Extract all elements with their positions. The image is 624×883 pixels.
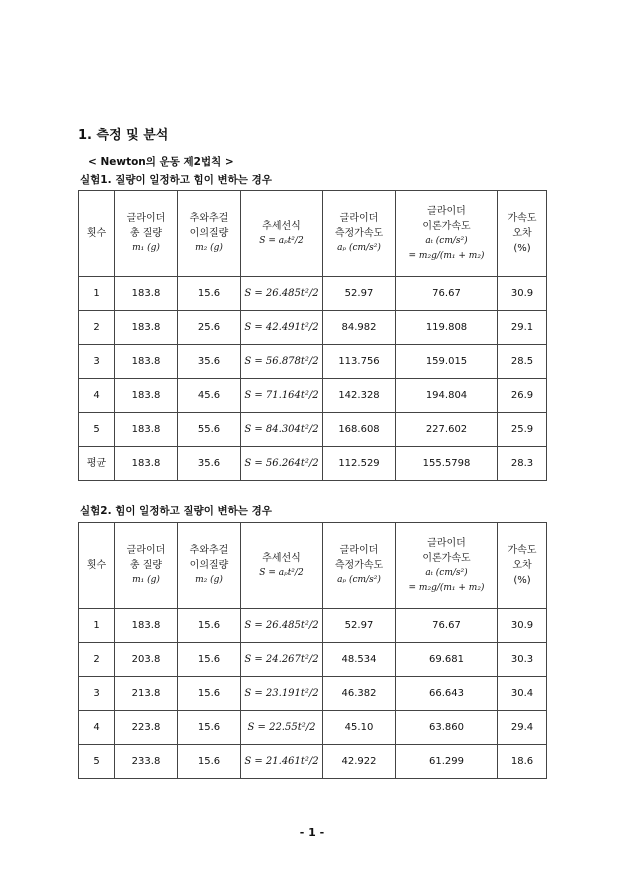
cell-m2: 35.6 — [178, 447, 241, 481]
cell-trendline: S = 26.485t²/2 — [241, 277, 323, 311]
header-accel-error: 가속도 오차 (%) — [498, 523, 547, 609]
header-theoretical-accel: 글라이더 이론가속도 aₜ (cm/s²) = m₂g/(m₁ + m₂) — [396, 191, 498, 277]
page-number: - 1 - — [299, 826, 325, 839]
cell-m2: 45.6 — [178, 379, 241, 413]
cell-m2: 15.6 — [178, 609, 241, 643]
table-header-row — [79, 191, 547, 277]
cell-trendline: S = 56.878t²/2 — [241, 345, 323, 379]
table-row — [79, 311, 547, 345]
cell-measured-accel: 142.328 — [323, 379, 396, 413]
table-header-row — [79, 523, 547, 609]
cell-theoretical-accel: 63.860 — [396, 711, 498, 745]
header-glider-mass: 글라이더 총 질량 m₁ (g) — [115, 523, 178, 609]
cell-m1: 183.8 — [115, 277, 178, 311]
cell-trial: 3 — [79, 677, 115, 711]
table-row — [79, 413, 547, 447]
cell-m1: 183.8 — [115, 413, 178, 447]
header-trendline: 추세선식 S = aₚt²/2 — [241, 523, 323, 609]
table-row — [79, 711, 547, 745]
cell-m2: 15.6 — [178, 277, 241, 311]
cell-trial: 5 — [79, 745, 115, 779]
cell-m2: 15.6 — [178, 677, 241, 711]
cell-m2: 15.6 — [178, 643, 241, 677]
cell-error: 28.5 — [498, 345, 547, 379]
cell-trial: 1 — [79, 609, 115, 643]
table-row — [79, 643, 547, 677]
header-trial: 횟수 — [79, 523, 115, 609]
cell-measured-accel: 168.608 — [323, 413, 396, 447]
cell-theoretical-accel: 194.804 — [396, 379, 498, 413]
cell-measured-accel: 45.10 — [323, 711, 396, 745]
section-title: 1. 측정 및 분석 — [78, 128, 169, 143]
cell-error: 30.9 — [498, 609, 547, 643]
cell-theoretical-accel: 69.681 — [396, 643, 498, 677]
cell-m2: 55.6 — [178, 413, 241, 447]
cell-trial: 2 — [79, 311, 115, 345]
cell-theoretical-accel: 119.808 — [396, 311, 498, 345]
cell-error: 30.3 — [498, 643, 547, 677]
cell-trial: 2 — [79, 643, 115, 677]
cell-error: 26.9 — [498, 379, 547, 413]
cell-measured-accel: 84.982 — [323, 311, 396, 345]
cell-measured-accel: 42.922 — [323, 745, 396, 779]
cell-measured-accel: 46.382 — [323, 677, 396, 711]
cell-error: 28.3 — [498, 447, 547, 481]
cell-trendline: S = 22.55t²/2 — [241, 711, 323, 745]
cell-m1: 233.8 — [115, 745, 178, 779]
cell-error: 18.6 — [498, 745, 547, 779]
experiment2-title: 실험2. 힘이 일정하고 질량이 변하는 경우 — [80, 505, 272, 517]
cell-theoretical-accel: 61.299 — [396, 745, 498, 779]
cell-theoretical-accel: 155.5798 — [396, 447, 498, 481]
cell-measured-accel: 48.534 — [323, 643, 396, 677]
header-trendline: 추세선식 S = aₚt²/2 — [241, 191, 323, 277]
header-weight-mass: 추와추걸 이의질량 m₂ (g) — [178, 523, 241, 609]
table-row — [79, 345, 547, 379]
cell-m2: 35.6 — [178, 345, 241, 379]
cell-theoretical-accel: 76.67 — [396, 277, 498, 311]
experiment2-table — [78, 522, 547, 779]
cell-m2: 25.6 — [178, 311, 241, 345]
cell-measured-accel: 113.756 — [323, 345, 396, 379]
cell-trial: 평균 — [79, 447, 115, 481]
cell-m1: 183.8 — [115, 311, 178, 345]
cell-trial: 4 — [79, 379, 115, 413]
table-row — [79, 677, 547, 711]
cell-trial: 4 — [79, 711, 115, 745]
cell-error: 29.1 — [498, 311, 547, 345]
experiment1-title: 실험1. 질량이 일정하고 힘이 변하는 경우 — [80, 174, 272, 186]
cell-trial: 5 — [79, 413, 115, 447]
header-weight-mass: 추와추걸 이의질량 m₂ (g) — [178, 191, 241, 277]
cell-trendline: S = 56.264t²/2 — [241, 447, 323, 481]
cell-measured-accel: 52.97 — [323, 609, 396, 643]
subtitle: < Newton의 운동 제2법칙 > — [88, 156, 234, 168]
header-glider-mass: 글라이더 총 질량 m₁ (g) — [115, 191, 178, 277]
table-row-average — [79, 447, 547, 481]
header-accel-error: 가속도 오차 (%) — [498, 191, 547, 277]
cell-trendline: S = 42.491t²/2 — [241, 311, 323, 345]
cell-m1: 183.8 — [115, 379, 178, 413]
cell-trendline: S = 84.304t²/2 — [241, 413, 323, 447]
cell-theoretical-accel: 159.015 — [396, 345, 498, 379]
cell-trial: 1 — [79, 277, 115, 311]
header-trial: 횟수 — [79, 191, 115, 277]
cell-error: 25.9 — [498, 413, 547, 447]
cell-m1: 203.8 — [115, 643, 178, 677]
cell-m1: 183.8 — [115, 609, 178, 643]
cell-trial: 3 — [79, 345, 115, 379]
cell-measured-accel: 52.97 — [323, 277, 396, 311]
cell-m1: 223.8 — [115, 711, 178, 745]
table-row — [79, 745, 547, 779]
header-measured-accel: 글라이더 측정가속도 aₚ (cm/s²) — [323, 523, 396, 609]
cell-measured-accel: 112.529 — [323, 447, 396, 481]
cell-error: 29.4 — [498, 711, 547, 745]
header-measured-accel: 글라이더 측정가속도 aₚ (cm/s²) — [323, 191, 396, 277]
cell-trendline: S = 21.461t²/2 — [241, 745, 323, 779]
cell-trendline: S = 24.267t²/2 — [241, 643, 323, 677]
cell-m2: 15.6 — [178, 711, 241, 745]
table-row — [79, 277, 547, 311]
cell-theoretical-accel: 227.602 — [396, 413, 498, 447]
cell-theoretical-accel: 76.67 — [396, 609, 498, 643]
cell-trendline: S = 23.191t²/2 — [241, 677, 323, 711]
table-row — [79, 609, 547, 643]
cell-m1: 183.8 — [115, 447, 178, 481]
cell-m1: 213.8 — [115, 677, 178, 711]
cell-error: 30.9 — [498, 277, 547, 311]
cell-m1: 183.8 — [115, 345, 178, 379]
experiment1-table — [78, 190, 547, 481]
cell-trendline: S = 26.485t²/2 — [241, 609, 323, 643]
cell-error: 30.4 — [498, 677, 547, 711]
cell-theoretical-accel: 66.643 — [396, 677, 498, 711]
table-row — [79, 379, 547, 413]
cell-trendline: S = 71.164t²/2 — [241, 379, 323, 413]
header-theoretical-accel: 글라이더 이론가속도 aₜ (cm/s²) = m₂g/(m₁ + m₂) — [396, 523, 498, 609]
cell-m2: 15.6 — [178, 745, 241, 779]
